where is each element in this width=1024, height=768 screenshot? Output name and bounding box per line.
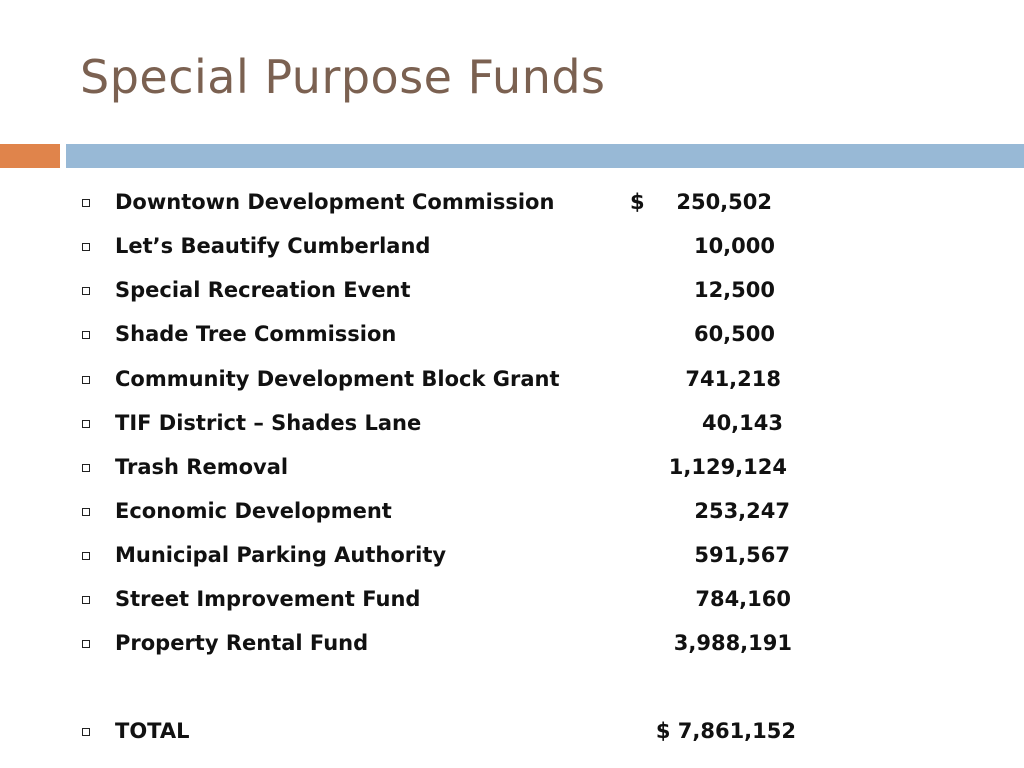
- fund-row-property-rental-fund: [0, 629, 1024, 659]
- fund-amount: 3,988,191: [673, 631, 792, 655]
- fund-name: Street Improvement Fund: [115, 587, 421, 611]
- fund-amount: 591,567: [694, 543, 790, 567]
- square-bullet-icon: [82, 552, 90, 560]
- square-bullet-icon: [82, 287, 90, 295]
- fund-row-total: [0, 717, 1024, 747]
- title-accent-bar-orange: [0, 144, 60, 168]
- fund-row-tif-district-shades-lane: [0, 409, 1024, 439]
- fund-amount: 10,000: [693, 234, 775, 258]
- fund-amount: 250,502: [676, 190, 772, 214]
- square-bullet-icon: [82, 464, 90, 472]
- square-bullet-icon: [82, 596, 90, 604]
- fund-row-community-development-block-grant: [0, 365, 1024, 395]
- fund-amount: 60,500: [693, 322, 775, 346]
- square-bullet-icon: [82, 331, 90, 339]
- square-bullet-icon: [82, 243, 90, 251]
- fund-name: Community Development Block Grant: [115, 367, 560, 391]
- square-bullet-icon: [82, 640, 90, 648]
- fund-row-shade-tree-commission: [0, 320, 1024, 350]
- fund-amount: 1,129,124: [668, 455, 787, 479]
- fund-amount: 741,218: [685, 367, 781, 391]
- fund-name: Property Rental Fund: [115, 631, 369, 655]
- slide-title: Special Purpose Funds: [80, 50, 606, 104]
- total-label: TOTAL: [115, 719, 190, 743]
- square-bullet-icon: [82, 199, 90, 207]
- fund-name: TIF District – Shades Lane: [115, 411, 422, 435]
- fund-row-street-improvement-fund: [0, 585, 1024, 615]
- square-bullet-icon: [82, 728, 90, 736]
- fund-name: Let’s Beautify Cumberland: [115, 234, 431, 258]
- fund-row-trash-removal: [0, 453, 1024, 483]
- title-accent-bar-blue: [66, 144, 1024, 168]
- fund-name: Downtown Development Commission: [115, 190, 555, 214]
- fund-amount: 253,247: [694, 499, 790, 523]
- square-bullet-icon: [82, 376, 90, 384]
- fund-name: Economic Development: [115, 499, 392, 523]
- fund-row-municipal-parking-authority: [0, 541, 1024, 571]
- square-bullet-icon: [82, 508, 90, 516]
- fund-row-downtown-development-commission: [0, 188, 1024, 218]
- fund-amount: 12,500: [693, 278, 775, 302]
- square-bullet-icon: [82, 420, 90, 428]
- fund-name: Trash Removal: [115, 455, 289, 479]
- fund-row-lets-beautify-cumberland: [0, 232, 1024, 262]
- fund-row-special-recreation-event: [0, 276, 1024, 306]
- fund-name: Municipal Parking Authority: [115, 543, 447, 567]
- fund-name: Shade Tree Commission: [115, 322, 397, 346]
- fund-amount: 784,160: [695, 587, 791, 611]
- fund-name: Special Recreation Event: [115, 278, 411, 302]
- fund-row-economic-development: [0, 497, 1024, 527]
- total-amount: $ 7,861,152: [655, 719, 796, 743]
- fund-amount: 40,143: [701, 411, 783, 435]
- fund-currency: $: [630, 190, 645, 214]
